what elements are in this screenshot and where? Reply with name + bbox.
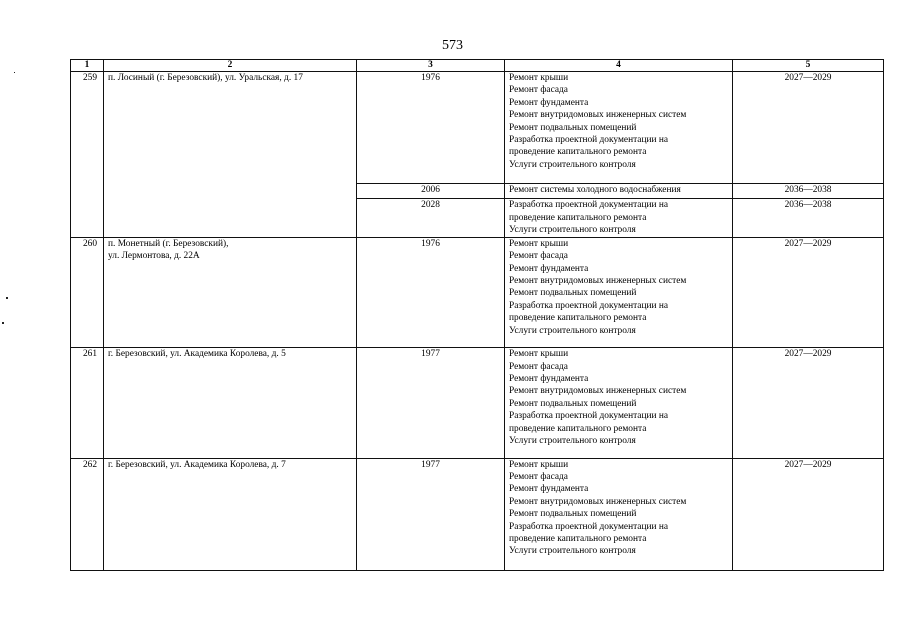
column-header: 3	[357, 60, 505, 72]
works-cell	[505, 458, 733, 570]
work-item: Услуги строительного контроля	[509, 325, 636, 336]
column-header: 2	[104, 60, 357, 72]
work-item: Ремонт подвальных помещений	[509, 398, 637, 409]
scan-speck	[14, 72, 15, 73]
page-number: 573	[442, 38, 463, 53]
year-cell: 2006	[357, 184, 505, 199]
address-line: п. Лосиный (г. Березовский), ул. Уральская, д. 17	[108, 73, 303, 84]
period-cell: 2027—2029	[733, 72, 884, 184]
row-number: 260	[71, 237, 104, 347]
work-item: Разработка проектной документации на	[509, 200, 669, 211]
work-item: Ремонт фундамента	[509, 374, 589, 384]
work-item: Ремонт фундамента	[509, 263, 589, 274]
works-cell	[505, 72, 733, 184]
column-header: 1	[71, 60, 104, 72]
work-item: Ремонт крыши	[509, 73, 569, 84]
works-cell	[505, 348, 733, 458]
work-item: Ремонт фасада	[509, 361, 568, 372]
year-cell: 1977	[357, 348, 505, 458]
table-row	[71, 458, 884, 570]
period-cell: 2036—2038	[733, 184, 884, 199]
work-item: Ремонт подвальных помещений	[509, 288, 637, 299]
work-item: проведение капитального ремонта	[509, 212, 647, 223]
table-row	[71, 348, 884, 458]
column-header: 4	[505, 60, 733, 72]
address-line: г. Березовский, ул. Академика Королева, д. 5	[108, 349, 286, 360]
work-item: Услуги строительного контроля	[509, 225, 636, 236]
year-cell: 1976	[357, 72, 505, 184]
work-item: Ремонт внутридомовых инженерных систем	[509, 386, 687, 397]
address-line: п. Монетный (г. Березовский),	[108, 238, 229, 249]
work-item: Разработка проектной документации на	[509, 135, 669, 146]
table-row	[71, 237, 884, 347]
work-item: проведение капитального ремонта	[509, 534, 647, 544]
work-item: Услуги строительного контроля	[509, 159, 636, 170]
table-body	[71, 60, 884, 571]
works-cell	[505, 199, 733, 237]
period-cell: 2027—2029	[733, 237, 884, 347]
work-item: Ремонт внутридомовых инженерных систем	[509, 276, 687, 287]
work-item: проведение капитального ремонта	[509, 423, 647, 434]
column-header: 5	[733, 60, 884, 72]
works-cell	[505, 184, 733, 199]
work-item: Услуги строительного контроля	[509, 436, 636, 447]
work-item: Ремонт фасада	[509, 85, 568, 96]
work-item: проведение капитального ремонта	[509, 313, 647, 324]
address-cell	[104, 348, 357, 458]
row-number: 262	[71, 458, 104, 570]
scan-speck	[6, 297, 8, 299]
repair-schedule-table	[70, 59, 884, 571]
period-cell: 2027—2029	[733, 348, 884, 458]
scan-speck	[2, 322, 4, 324]
address-cell	[104, 458, 357, 570]
work-item: Ремонт крыши	[509, 459, 569, 470]
work-item: Ремонт фасада	[509, 251, 568, 262]
work-item: Ремонт крыши	[509, 238, 569, 249]
work-item: Ремонт фасада	[509, 471, 568, 482]
address-line: г. Березовский, ул. Академика Королева, д. 7	[108, 459, 286, 470]
work-item: Ремонт подвальных помещений	[509, 509, 637, 520]
table-row	[71, 72, 884, 184]
table-header-row	[71, 60, 884, 72]
work-item: Ремонт внутридомовых инженерных систем	[509, 496, 687, 507]
work-item: Услуги строительного контроля	[509, 546, 636, 557]
period-cell: 2027—2029	[733, 458, 884, 570]
work-item: Ремонт внутридомовых инженерных систем	[509, 110, 687, 121]
work-item: Разработка проектной документации на	[509, 300, 669, 311]
work-item: Ремонт подвальных помещений	[509, 122, 637, 133]
year-cell: 1977	[357, 458, 505, 570]
work-item: проведение капитального ремонта	[509, 147, 647, 158]
address-line: ул. Лермонтова, д. 22А	[108, 251, 200, 262]
row-number: 259	[71, 72, 104, 238]
year-cell: 2028	[357, 199, 505, 237]
period-cell: 2036—2038	[733, 199, 884, 237]
year-cell: 1976	[357, 237, 505, 347]
address-cell	[104, 72, 357, 238]
work-item: Разработка проектной документации на	[509, 411, 669, 422]
work-item: Разработка проектной документации на	[509, 521, 669, 532]
work-item: Ремонт системы холодного водоснабжения	[509, 185, 681, 196]
work-item: Ремонт фундамента	[509, 97, 589, 108]
works-cell	[505, 237, 733, 347]
row-number: 261	[71, 348, 104, 458]
work-item: Ремонт фундамента	[509, 484, 589, 495]
address-cell	[104, 237, 357, 347]
work-item: Ремонт крыши	[509, 349, 569, 360]
